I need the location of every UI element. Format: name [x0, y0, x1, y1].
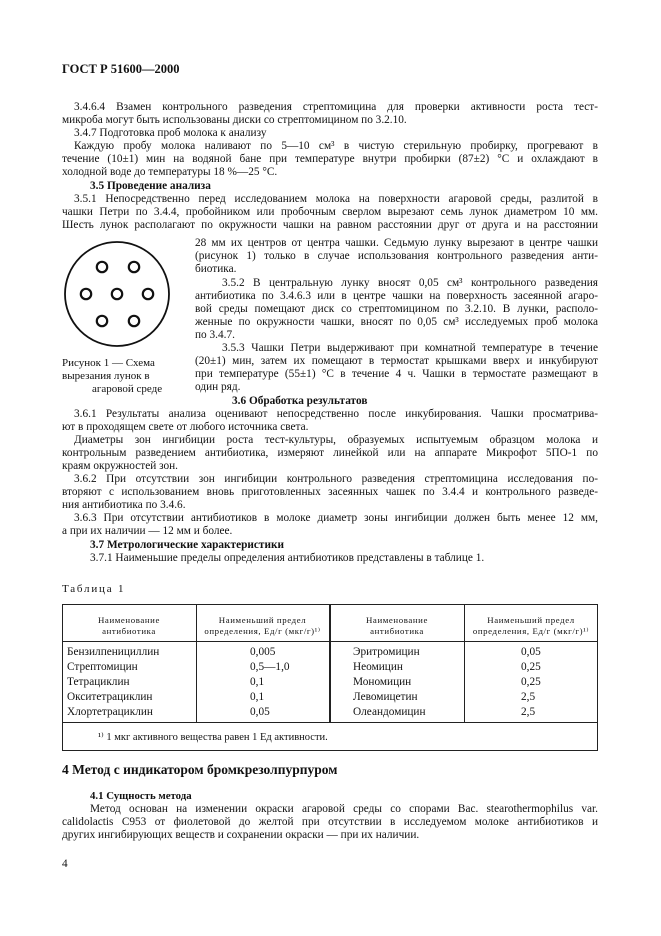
text-line: антибиотика по 3.4.6.3 или в центре чашки на поверхность засеянной агаро-: [195, 290, 598, 302]
text-line: краям окружностей зон.: [62, 460, 178, 472]
antibiotic-name: Олеандомицин: [353, 706, 426, 718]
antibiotic-name: Стрептомицин: [67, 661, 138, 673]
text-line: 3.4.6.4 Взамен контрольного разведения стрептомицина для проверки активности роста тест-: [74, 101, 598, 113]
text-line: 3.6.2 При отсутствии зон ингибиции контрольного разведения стрептомицина исследования по-: [74, 473, 598, 485]
text-line: Шесть лунок располагают по окружности чашки на равном расстоянии друг от друга и на расстоянии: [62, 219, 598, 231]
column-header: [330, 615, 464, 637]
table-border: [62, 722, 598, 723]
antibiotic-name: Хлортетрациклин: [67, 706, 153, 718]
detection-limit: 2,5: [521, 706, 536, 718]
detection-limit: 0,005: [250, 646, 276, 658]
header-line: определения, Ед/г (мкг/г)¹⁾: [472, 626, 590, 636]
text-line: вой среды помещают диск со стрептомицином по 3.2.10. В лунки, располо-: [195, 303, 598, 315]
text-line: 3.7.1 Наименьшие пределы определения антибиотиков представлены в таблице 1.: [90, 552, 485, 564]
page-number: 4: [62, 858, 68, 870]
text-line: по 3.4.7.: [195, 329, 235, 341]
text-line: вторяют с использованием вновь приготовленных засеянных чашек по 3.4.4 и контрольного разведе-: [62, 486, 598, 498]
well: [97, 262, 107, 272]
header-line: антибиотика: [370, 626, 424, 636]
detection-limit: 2,5: [521, 691, 536, 703]
detection-limit: 0,1: [250, 676, 265, 688]
well: [143, 289, 153, 299]
text-line: 28 мм их центров от центра чашки. Седьмую лунку вырезают в центре чашки: [195, 237, 598, 249]
text-line: 3.6.3 При отсутствии антибиотиков в молоке диаметр зоны ингибиции должен быть менее 12 мм,: [74, 512, 598, 524]
antibiotics-table: [62, 604, 598, 751]
detection-limit: 0,1: [250, 691, 265, 703]
text-line: 3.5.1 Непосредственно перед исследованием молока на поверхности агаровой среды, разлитой в: [74, 193, 598, 205]
section-heading: 3.7 Метрологические характеристики: [90, 539, 284, 551]
antibiotic-name: Мономицин: [353, 676, 412, 688]
antibiotic-name: Бензилпенициллин: [67, 646, 160, 658]
text-line: Метод основан на изменении окраски агаровой среды со спорами Вас. stearothermophilus var.: [90, 803, 598, 815]
text-line: Диаметры зон ингибиции роста тест-культуры, образуемых испытуемым образцом молока и: [74, 434, 598, 446]
well: [129, 316, 139, 326]
text-line: биотика.: [195, 263, 237, 275]
text-line: холодной воде до температуры 18 %—25 °С.: [62, 166, 278, 178]
antibiotic-name: Левомицетин: [353, 691, 418, 703]
column-header: [62, 615, 196, 637]
well: [129, 262, 139, 272]
well: [81, 289, 91, 299]
text-line: один ряд.: [195, 381, 241, 393]
text-line: 3.5.2 В центральную лунку вносят 0,05 см³ контрольного разведения: [222, 277, 598, 289]
text-line: ния антибиотика по 3.4.6.: [62, 499, 186, 511]
table-border: [62, 750, 598, 751]
header-line: Наименование: [97, 615, 160, 625]
text-line: а при их наличии — 12 мм и более.: [62, 525, 233, 537]
text-line: при температуре (55±1) °С в течение 4 ч. Чашки в термостате размещают в: [195, 368, 598, 380]
antibiotic-name: Неомицин: [353, 661, 403, 673]
standard-header: ГОСТ Р 51600—2000: [62, 62, 180, 76]
detection-limit: 0,25: [521, 661, 541, 673]
table-footnote: ¹⁾ 1 мкг активного вещества равен 1 Ед активности.: [98, 732, 328, 743]
petri-dish-figure: [62, 239, 182, 349]
detection-limit: 0,5—1,0: [250, 661, 290, 673]
subsection-heading: 4.1 Сущность метода: [90, 790, 192, 802]
text-line: чашки Петри по 3.4.4, пробойником или пробочным сверлом вырезают семь лунок диаметром 10 мм.: [62, 206, 598, 218]
subsection-heading: 3.4.7 Подготовка проб молока к анализу: [74, 127, 267, 139]
text-line: ют в проходящем свете от любого источника света.: [62, 421, 309, 433]
detection-limit: 0,25: [521, 676, 541, 688]
header-line: антибиотика: [102, 626, 156, 636]
well: [97, 316, 107, 326]
header-line: Наименьший предел: [218, 615, 307, 625]
header-line: Наименьший предел: [487, 615, 575, 625]
text-line: течение (10±1) мин на водяной бане при температуре внутри пробирки (87±2) °С и охлаждают в: [62, 153, 598, 165]
text-line: calidolactis С953 от фиолетовой до желтой при отсутствии в исследуемом молоке антибиотиков и: [62, 816, 598, 828]
header-line: определения, Ед/г (мкг/г)¹⁾: [204, 626, 321, 636]
header-line: Наименование: [365, 615, 428, 625]
detection-limit: 0,05: [250, 706, 270, 718]
column-header: [464, 615, 598, 637]
section-heading: 3.5 Проведение анализа: [90, 180, 211, 192]
table-caption: Таблица 1: [62, 583, 126, 595]
column-header: [196, 615, 329, 637]
center-well: [112, 289, 122, 299]
text-line: микроба могут быть использованы диски со стрептомицином по 3.2.10.: [62, 114, 407, 126]
antibiotic-name: Тетрациклин: [67, 676, 130, 688]
section-heading: 3.6 Обработка результатов: [232, 395, 368, 407]
text-line: других ингибирующих веществ и сохранении окраски — при их наличии.: [62, 829, 420, 841]
antibiotic-name: Окситетрациклин: [67, 691, 153, 703]
detection-limit: 0,05: [521, 646, 541, 658]
text-line: (рисунок 1) только в случае использования контрольного разведения анти-: [195, 250, 598, 262]
text-line: Каждую пробу молока наливают по 5—10 см³ в чистую стерильную пробирку, прогревают в: [74, 140, 598, 152]
text-line: 3.6.1 Результаты анализа оценивают непосредственно после инкубирования. Чашки просматрива-: [74, 408, 598, 420]
section-title: 4 Метод с индикатором бромкрезолпурпуром: [62, 762, 338, 777]
text-line: контрольным разведением антибиотика, измеряют линейкой или на аппарате Микрофот 5ПО-1 по: [62, 447, 598, 459]
figure-caption: Рисунок 1 — Схема: [62, 357, 155, 369]
figure-caption: вырезания лунок в: [62, 370, 150, 382]
antibiotic-name: Эритромицин: [353, 646, 420, 658]
text-line: 3.5.3 Чашки Петри выдерживают при комнатной температуре в течение: [222, 342, 598, 354]
figure-caption: агаровой среде: [92, 383, 163, 395]
text-line: женные по окружности чашки, вносят по 0,05 см³ исследуемых проб молока: [195, 316, 598, 328]
text-line: (20±1) мин, затем их помещают в термостат крышками вверх и инкубируют: [195, 355, 598, 367]
